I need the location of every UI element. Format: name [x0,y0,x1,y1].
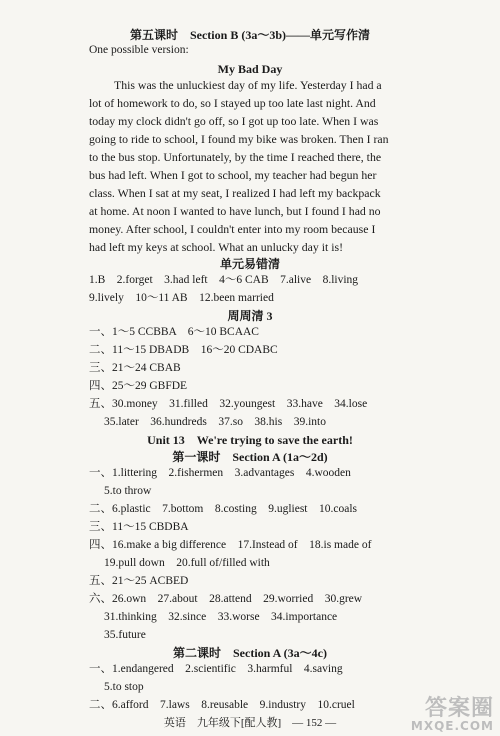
answer-line: 19.pull down 20.full of/filled with [104,557,270,569]
essay-line: bus had left. When I got to school, my teacher had begun her [89,168,377,182]
page-footer: 英语 九年级下[配人教] — 152 — [163,717,337,729]
answer-line: 35.later 36.hundreds 37.so 38.his 39.into [104,416,326,428]
essay-line: money. After school, I couldn't enter into my room because I [89,222,376,236]
answer-line: 35.future [104,629,146,641]
answer-line: 二、6.plastic 7.bottom 8.costing 9.ugliest 10.coals [89,503,357,515]
unit-errors-title: 单元易错清 [219,257,280,271]
answer-line: 9.lively 10～11 AB 12.been married [89,292,274,304]
essay-line: going to ride to school, I found my bike was broken. Then I ran [89,132,389,146]
watermark-logo [411,698,494,732]
answer-line: 六、26.own 27.about 28.attend 29.worried 30.grew [89,593,363,605]
answer-line: 5.to stop [104,681,144,693]
weekly-title: 周周清 3 [227,309,273,323]
essay-line: This was the unluckiest day of my life. Yesterday I had a [114,78,382,92]
essay-line: had left my keys at school. What an unlucky day it is! [89,240,344,254]
answer-line: 三、11～15 CBDBA [89,521,189,533]
answer-line: 31.thinking 32.since 33.worse 34.importance [104,611,338,623]
unit-title: Unit 13 We're trying to save the earth! [147,433,353,447]
watermark-text: 答案圈 [424,696,494,721]
essay-title: My Bad Day [217,62,283,76]
answer-line: 二、11～15 DBADB 16～20 CDABC [89,344,278,356]
possible-version-label: One possible version: [89,44,189,56]
answer-line: 五、21～25 ACBED [89,575,189,587]
answer-line: 二、6.afford 7.laws 8.reusable 9.industry 10.cruel [89,699,355,711]
answer-line: 三、21～24 CBAB [89,362,181,374]
essay-line: today my clock didn't go off, so I got up too late. When I was [89,114,379,128]
answer-line: 四、16.make a big difference 17.Instead of 18.is made of [89,539,372,551]
answer-line: 五、30.money 31.filled 32.youngest 33.have 34.lose [89,398,368,410]
answer-line: 1.B 2.forget 3.had left 4～6 CAB 7.alive 8.living [89,274,359,286]
essay-line: lot of homework to do, so I stayed up too late last night. And [89,96,376,110]
answer-line: 一、1.littering 2.fishermen 3.advantages 4.wooden [89,467,351,479]
answer-line: 一、1～5 CCBBA 6～10 BCAAC [89,326,259,338]
answer-line: 一、1.endangered 2.scientific 3.harmful 4.saving [89,663,343,675]
essay-line: to the bus stop. Unfortunately, by the time I reached there, the [89,150,382,164]
lesson-2-title: 第二课时 Section A (3a～4c) [173,646,327,660]
answer-line: 四、25～29 GBFDE [89,380,188,392]
answer-line: 5.to throw [104,485,152,497]
essay-line: class. When I sat at my seat, I realized I had left my backpack [89,186,381,200]
watermark-url: MXQE.COM [410,719,494,733]
lesson-1-title: 第一课时 Section A (1a～2d) [172,450,328,464]
essay-line: at home. At noon I wanted to have lunch, but I found I had no [89,204,381,218]
section-title: 第五课时 Section B (3a～3b)——单元写作清 [129,28,370,42]
